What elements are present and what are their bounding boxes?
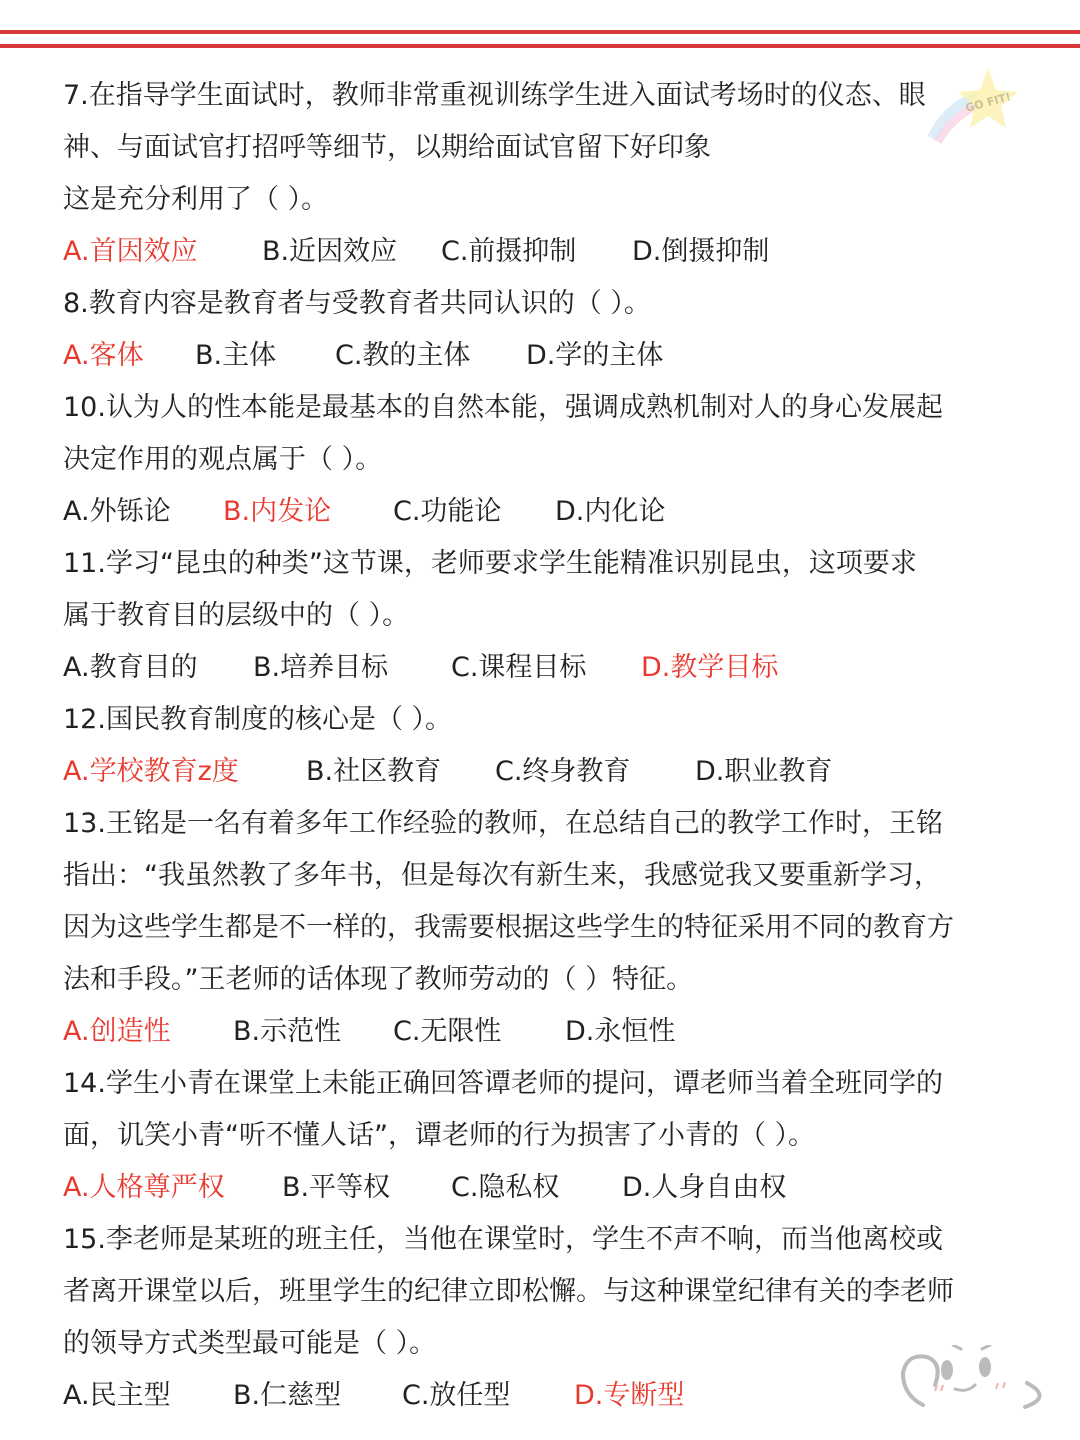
question-text-line: 的领导方式类型最可能是（ ）。 [63, 1328, 437, 1359]
question-text-line: 这是充分利用了（ ）。 [63, 184, 329, 215]
question-text-line: 指出：“我虽然教了多年书，但是每次有新生来，我感觉我又要重新学习， [63, 860, 941, 891]
question-text-line: 11.学习“昆虫的种类”这节课，老师要求学生能精准识别昆虫，这项要求 [63, 548, 917, 579]
answer-option: B.近因效应 [262, 236, 398, 267]
sticker-text: GO FIT! [964, 90, 1013, 115]
question-text-line: 7.在指导学生面试时，教师非常重视训练学生进入面试考场时的仪态、眼 [63, 80, 926, 111]
answer-option: B.仁慈型 [233, 1380, 342, 1411]
answer-option: D.职业教育 [695, 756, 833, 787]
answer-option: D.内化论 [555, 496, 666, 527]
answer-option: A.外铄论 [63, 496, 171, 527]
answer-option: B.平等权 [282, 1172, 391, 1203]
answer-option: B.示范性 [233, 1016, 342, 1047]
correct-answer-option: A.创造性 [63, 1016, 171, 1047]
answer-option: A.民主型 [63, 1380, 171, 1411]
correct-answer-option: D.教学目标 [641, 652, 779, 683]
question-text-line: 法和手段。”王老师的话体现了教师劳动的（ ）特征。 [63, 964, 694, 995]
answer-option: C.放任型 [402, 1380, 511, 1411]
question-text-line: 8.教育内容是教育者与受教育者共同认识的（ ）。 [63, 288, 651, 319]
question-text-line: 者离开课堂以后，班里学生的纪律立即松懈。与这种课堂纪律有关的李老师 [63, 1276, 954, 1307]
answer-option: C.隐私权 [451, 1172, 560, 1203]
top-rule [0, 30, 1080, 34]
question-text-line: 10.认为人的性本能是最基本的自然本能，强调成熟机制对人的身心发展起 [63, 392, 943, 423]
answer-option: B.主体 [195, 340, 277, 371]
answer-option: A.教育目的 [63, 652, 198, 683]
correct-answer-option: A.人格尊严权 [63, 1172, 225, 1203]
correct-answer-option: D.专断型 [574, 1380, 685, 1411]
correct-answer-option: A.客体 [63, 340, 144, 371]
question-text-line: 面，讥笑小青“听不懂人话”，谭老师的行为损害了小青的（ ）。 [63, 1120, 816, 1151]
answer-option: C.无限性 [393, 1016, 502, 1047]
answer-option: D.学的主体 [526, 340, 664, 371]
question-text-line: 因为这些学生都是不一样的，我需要根据这些学生的特征采用不同的教育方 [63, 912, 954, 943]
answer-option: C.前摄抑制 [441, 236, 577, 267]
answer-option: C.课程目标 [451, 652, 587, 683]
question-text-line: 决定作用的观点属于（ ）。 [63, 444, 383, 475]
correct-answer-option: A.学校教育z度 [63, 756, 239, 787]
answer-option: B.社区教育 [306, 756, 442, 787]
answer-option: D.倒摄抑制 [632, 236, 770, 267]
question-text-line: 神、与面试官打招呼等细节，以期给面试官留下好印象 [63, 132, 711, 163]
question-text-line: 属于教育目的层级中的（ ）。 [63, 600, 410, 631]
top-rule-2 [0, 44, 1080, 48]
correct-answer-option: A.首因效应 [63, 236, 198, 267]
question-text-line: 12.国民教育制度的核心是（ ）。 [63, 704, 453, 735]
question-text-line: 13.王铭是一名有着多年工作经验的教师，在总结自己的教学工作时，王铭 [63, 808, 943, 839]
answer-option: C.教的主体 [335, 340, 471, 371]
answer-option: B.培养目标 [253, 652, 389, 683]
answer-option: C.终身教育 [495, 756, 631, 787]
answer-option: D.永恒性 [565, 1016, 676, 1047]
cute-face-doodle-icon [895, 1345, 1055, 1415]
correct-answer-option: B.内发论 [223, 496, 332, 527]
question-text-line: 15.李老师是某班的班主任，当他在课堂时，学生不声不响，而当他离校或 [63, 1224, 943, 1255]
answer-option: D.人身自由权 [622, 1172, 787, 1203]
star-sticker-icon [928, 66, 1020, 148]
question-text-line: 14.学生小青在课堂上未能正确回答谭老师的提问，谭老师当着全班同学的 [63, 1068, 943, 1099]
answer-option: C.功能论 [393, 496, 502, 527]
